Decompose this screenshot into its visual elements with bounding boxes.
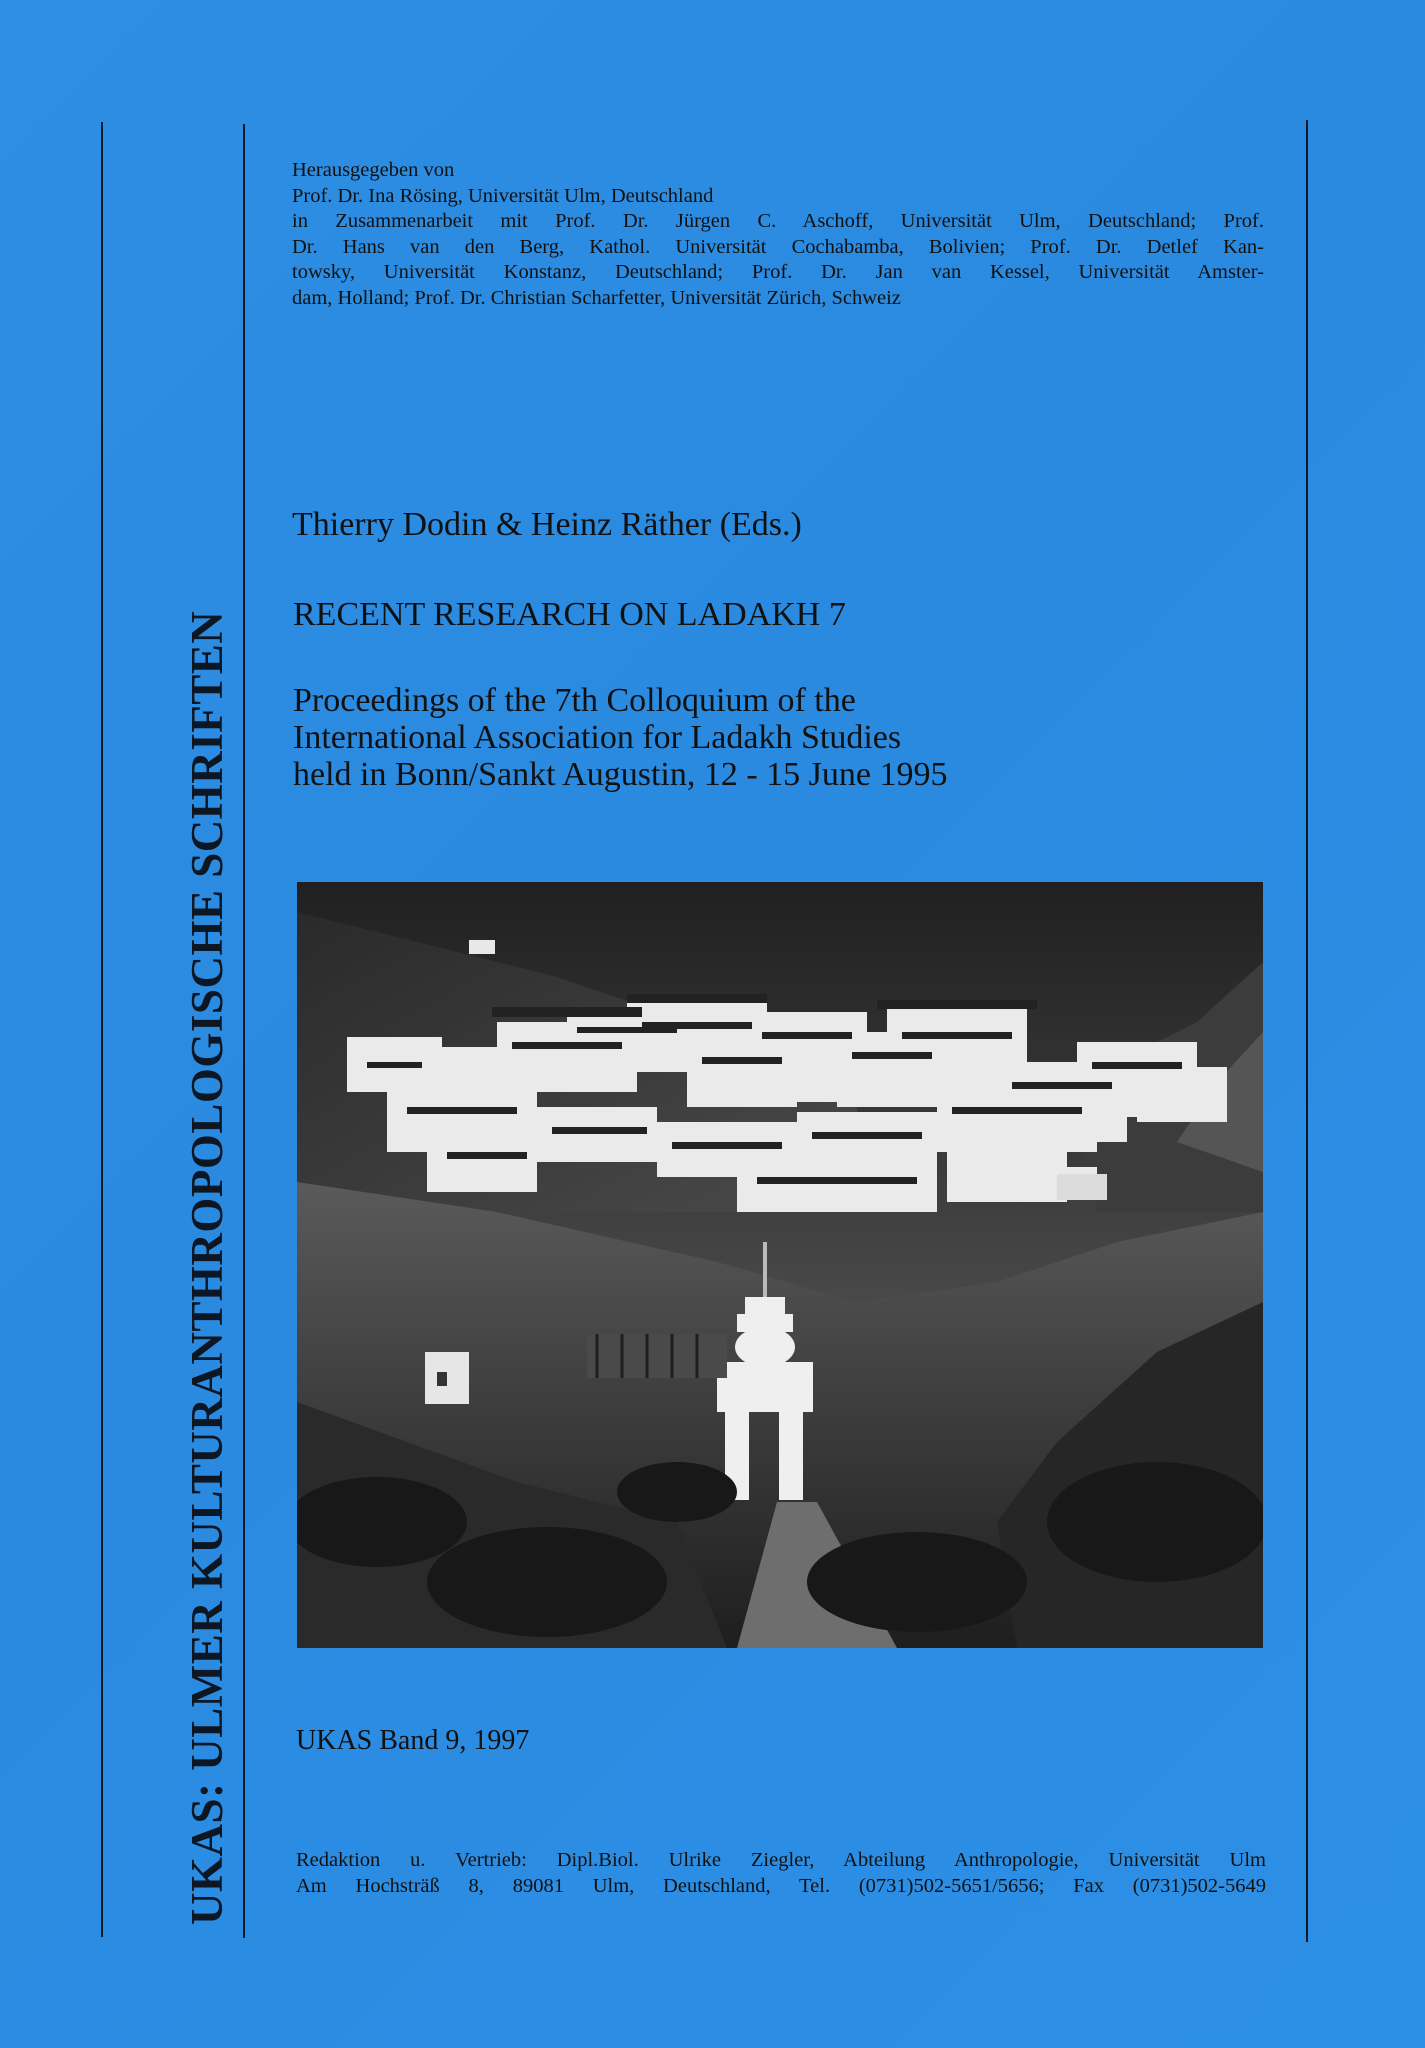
publisher-footer: [296, 1847, 1266, 1899]
volume-number: UKAS Band 9, 1997: [296, 1725, 530, 1756]
subtitle-line: International Association for Ladakh Studies: [293, 719, 902, 756]
spine-series-title: UKAS: ULMER KULTURANTHROPOLOGISCHE SCHRIFTEN: [182, 610, 232, 1925]
subtitle-line: held in Bonn/Sankt Augustin, 12 - 15 June 1995: [293, 756, 948, 793]
editors-line: Prof. Dr. Ina Rösing, Universität Ulm, Deutschland: [292, 184, 714, 207]
footer-line: Redaktion u. Vertrieb: Dipl.Biol. Ulrike Ziegler, Abteilung Anthropologie, Universität Ulm: [296, 1849, 1266, 1871]
spine-rule-right: [243, 124, 245, 1938]
editors-block: [292, 158, 1264, 311]
editors-line: Dr. Hans van den Berg, Kathol. Universität Cochabamba, Bolivien; Prof. Dr. Detlef Kan-: [292, 235, 1264, 258]
editors-line: towsky, Universität Konstanz, Deutschland; Prof. Dr. Jan van Kessel, Universität Amster-: [292, 261, 1264, 283]
book-title: RECENT RESEARCH ON LADAKH 7: [293, 596, 846, 633]
spine-rule-left: [101, 122, 103, 1937]
subtitle-line: Proceedings of the 7th Colloquium of the: [293, 682, 856, 719]
volume-editors: Thierry Dodin & Heinz Räther (Eds.): [292, 506, 802, 543]
editors-line: dam, Holland; Prof. Dr. Christian Scharfetter, Universität Zürich, Schweiz: [292, 286, 901, 309]
footer-line: Am Hochsträß 8, 89081 Ulm, Deutschland, Tel. (0731)502-5651/5656; Fax (0731)502-5649: [296, 1875, 1266, 1897]
right-margin-rule: [1306, 120, 1308, 1942]
editors-line: in Zusammenarbeit mit Prof. Dr. Jürgen C. Aschoff, Universität Ulm, Deutschland; Prof.: [292, 210, 1264, 232]
book-subtitle: [293, 682, 948, 793]
editors-line: Herausgegeben von: [292, 159, 455, 181]
monastery-photo: [297, 882, 1263, 1648]
